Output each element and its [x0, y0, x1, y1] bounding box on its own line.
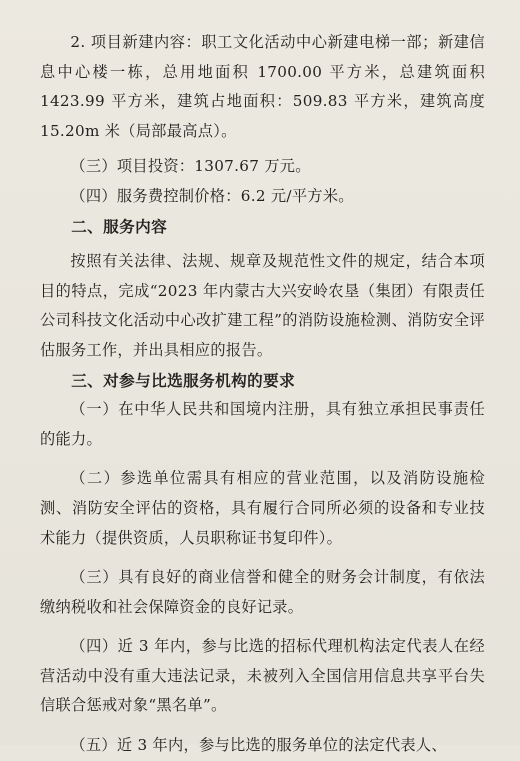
document-body: [40, 0, 485, 761]
requirement-1-paragraph: （一）在中华人民共和国境内注册，具有独立承担民事责任的能力。: [40, 400, 485, 448]
requirement-4-paragraph: （四）近 3 年内，参与比选的招标代理机构法定代表人在经营活动中没有重大违法记录，未被列入全国信用信息共享平台失信联合惩戒对象“黑名单”。: [40, 637, 485, 715]
service-content-paragraph: 按照有关法律、法规、规章及规范性文件的规定，结合本项目的特点，完成“2023 年内蒙古大兴安岭农垦（集团）有限责任公司科技文化活动中心改扩建工程”的消防设施检测、消防安全评估服务工作，并出具相应的报告。: [40, 252, 485, 359]
project-investment-paragraph: （三）项目投资：1307.67 万元。: [70, 157, 311, 176]
section-heading-requirements: 三、对参与比选服务机构的要求: [71, 370, 296, 390]
service-fee-paragraph: （四）服务费控制价格：6.2 元/平方米。: [70, 186, 354, 205]
requirement-5-paragraph: （五）近 3 年内，参与比选的服务单位的法定代表人、: [70, 736, 447, 755]
project-content-paragraph: 2. 项目新建内容：职工文化活动中心新建电梯一部；新建信息中心楼一栋，总用地面积 1700.00 平方米，总建筑面积 1423.99 平方米，建筑占地面积：509.83 平方米，建筑高度 15.20m 米（局部最高点）。: [40, 33, 485, 140]
section-heading-service-content: 二、服务内容: [71, 216, 168, 236]
requirement-3-paragraph: （三）具有良好的商业信誉和健全的财务会计制度，有依法缴纳税收和社会保障资金的良好记录。: [40, 568, 485, 616]
requirement-2-paragraph: （二）参选单位需具有相应的营业范围，以及消防设施检测、消防安全评估的资格，具有履行合同所必须的设备和专业技术能力（提供资质，人员职称证书复印件）。: [40, 469, 485, 547]
